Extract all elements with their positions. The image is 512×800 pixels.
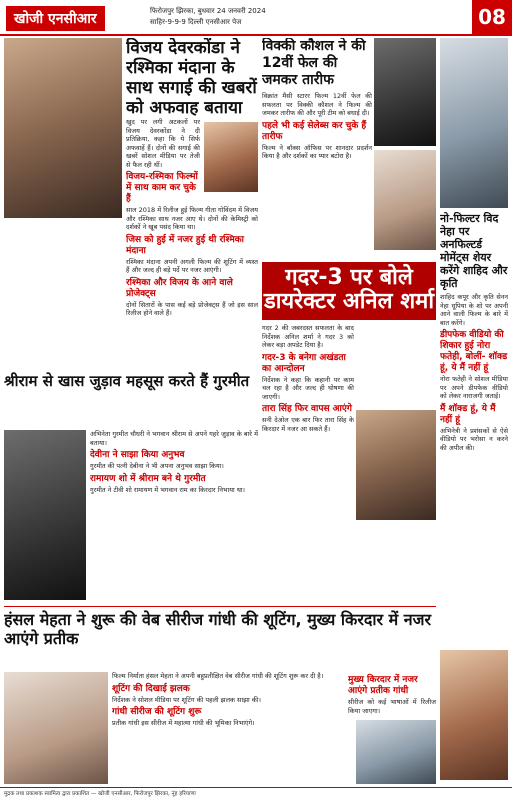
gurmeet-body-1: गुरमीत की पत्नी देबीना ने भी अपना अनुभव साझा किया। bbox=[90, 462, 224, 470]
gadar-body-1: निर्देशक ने कहा कि कहानी पर काम चल रहा है और जल्द ही घोषणा की जाएगी। bbox=[262, 375, 354, 401]
vicky-headline: विक्की कौशल ने की 12वीं फेल की जमकर तारीफ bbox=[262, 38, 366, 88]
anil-sharma-photo bbox=[356, 410, 436, 520]
story-gurmeet bbox=[4, 372, 258, 422]
brand-name: खोजी एनसीआर bbox=[6, 6, 105, 31]
story-hansal-headline bbox=[4, 610, 436, 668]
hansal-body-3: सीरीज को कई भाषाओं में रिलीज किया जाएगा। bbox=[348, 698, 436, 715]
gadar-sub-2: तारा सिंह फिर वापस आएंगे bbox=[262, 404, 352, 414]
hansal-sub-3: मुख्य किरदार में नजर आएंगे प्रतीक गांधी bbox=[348, 675, 418, 696]
vijay-photo bbox=[4, 38, 122, 218]
gurmeet-body: अभिनेता गुरमीत चौधरी ने भगवान श्रीराम से अपने गहरे जुड़ाव के बारे में बताया। bbox=[90, 430, 258, 447]
dateline-primary: फिरोजपुर झिरका, बुधवार 24 जनवरी 2024 bbox=[150, 7, 266, 15]
gurmeet-body-2: गुरमीत ने टीवी शो रामायण में भगवान राम का किरदार निभाया था। bbox=[90, 485, 246, 494]
shahid-body: शाहिद कपूर और कृति सेनन नेहा धूपिया के शो पर अपनी आने वाली फिल्म के बारे में बात करेंगे। bbox=[440, 293, 508, 327]
gadar-headline: गदर-3 पर बोले डायरेक्टर अनिल शर्मा bbox=[262, 262, 436, 320]
hansal-sub-1: शूटिंग की दिखाई झलक bbox=[112, 683, 190, 694]
vijay-body-1: साल 2018 में रिलीज हुई फिल्म गीता गोविंदम में विजय और रश्मिका साथ नजर आए थे। दोनों की केमिस्ट्री को दर्शकों ने खूब पसंद किया था। bbox=[126, 206, 258, 231]
story-hansal bbox=[112, 672, 344, 784]
vijay-body-3: दोनों सितारों के पास कई बड़े प्रोजेक्ट्स हैं जो इस साल रिलीज होने वाले हैं। bbox=[126, 300, 258, 317]
page-number: 08 bbox=[472, 0, 512, 34]
gurmeet-sub-2: रामायण शो में श्रीराम बने थे गुरमीत bbox=[90, 473, 206, 484]
vijay-sub-3: रश्मिका और विजय के आने वाले प्रोजेक्ट्स bbox=[126, 277, 233, 299]
vijay-body: खुद पर लगी अटकलों पर विजय देवरकोंडा ने दी प्रतिक्रिया, कहा कि ये सिर्फ अफवाहें हैं। दोनों की सगाई की खबरें सोशल मीडिया पर तेजी से फैल रही थीं। bbox=[126, 118, 200, 169]
vicky-sub-1: पहले भी कई सेलेब्स कर चुके हैं तारीफ bbox=[262, 120, 367, 142]
hansal-photo bbox=[4, 672, 108, 784]
vijay-sub-1: विजय-रश्मिका फिल्मों में साथ काम कर चुके हैं bbox=[126, 172, 198, 204]
vicky-photo-2 bbox=[374, 150, 436, 250]
story-vijay bbox=[126, 38, 258, 370]
hansal-body: फिल्म निर्माता हंसल मेहता ने अपनी बहुप्रतीक्षित वेब सीरीज गांधी की शूटिंग शुरू कर दी है। bbox=[112, 672, 324, 680]
dateline bbox=[150, 6, 266, 28]
nora-headline: डीपफेक वीडियो की शिकार हुई नोरा फतेही, बोलीं- शॉक्ड हूं, ये मैं नहीं हूं bbox=[440, 330, 508, 373]
shahid-kriti-photo bbox=[440, 38, 508, 208]
story-gadar bbox=[262, 324, 354, 614]
vicky-body: विक्रांत मैसी स्टारर फिल्म 12वीं फेल की सफलता पर विक्की कौशल ने फिल्म की जमकर तारीफ की और पूरी टीम को बधाई दी। bbox=[262, 92, 372, 117]
gadar-sub-1: गदर-3 के बनेगा अखंडता का आन्दोलन bbox=[262, 352, 346, 374]
vijay-body-2: रश्मिका मंदाना अपनी अगली फिल्म की शूटिंग में व्यस्त हैं और जल्द ही बड़े पर्दे पर नजर आएंगी। bbox=[126, 257, 258, 274]
hansal-sub-2: गांधी सीरीज की शूटिंग शुरू bbox=[112, 707, 202, 717]
gadar-body: गदर 2 की जबरदस्त सफलता के बाद निर्देशक अनिल शर्मा ने गदर 3 को लेकर बड़ा अपडेट दिया है। bbox=[262, 324, 354, 349]
story-vicky bbox=[262, 38, 372, 258]
gurmeet-photo bbox=[4, 430, 86, 600]
imprint-footer: मुद्रक तथा प्रकाशक स्वामित्व द्वारा प्रकाशित — खोजी एनसीआर, फिरोजपुर झिरका, नूंह हरियाणा bbox=[0, 787, 512, 800]
nora-body: नोरा फतेही ने सोशल मीडिया पर अपने डीपफेक वीडियो को लेकर नाराजगी जताई। bbox=[440, 375, 508, 400]
story-shahid bbox=[440, 212, 508, 642]
shahid-headline: नो-फिल्टर विद नेहा पर अनफिल्टर्ड मोमेंट्स शेयर करेंगे शाहिद और कृति bbox=[440, 212, 508, 290]
gadar-body-2: सनी देओल एक बार फिर तारा सिंह के किरदार में नजर आ सकते हैं। bbox=[262, 416, 354, 433]
masthead bbox=[0, 0, 512, 36]
vijay-sub-2: जिस को हुई में नजर हुई थी रश्मिका मंदाना bbox=[126, 234, 244, 256]
vicky-photo bbox=[374, 38, 436, 146]
nora-sub: मैं शॉक्ड हूं, ये मैं नहीं हूं bbox=[440, 403, 496, 425]
hansal-body-1: निर्देशक ने सोशल मीडिया पर शूटिंग की पहली झलक साझा की। bbox=[112, 695, 261, 704]
hansal-headline: हंसल मेहता ने शुरू की वेब सीरीज गांधी की शूटिंग, मुख्य किरदार में नजर आएंगे प्रतीक bbox=[4, 610, 432, 648]
dateline-secondary: साहिर-9-9-9 दिल्ली एनसीआर पेज bbox=[150, 18, 242, 26]
vicky-body-1: फिल्म ने बॉक्स ऑफिस पर शानदार प्रदर्शन किया है और दर्शकों का प्यार बटोरा है। bbox=[262, 143, 372, 160]
section-divider bbox=[4, 606, 436, 607]
rashmika-photo bbox=[204, 122, 258, 192]
pratik-photo bbox=[356, 720, 436, 784]
gurmeet-sub-1: देवीना ने साझा किया अनुभव bbox=[90, 450, 185, 460]
gurmeet-body-block bbox=[90, 430, 258, 602]
gurmeet-headline: श्रीराम से खास जुड़ाव महसूस करते हैं गुरमीत bbox=[4, 372, 250, 390]
nora-body-2: अभिनेत्री ने प्रशंसकों से ऐसे वीडियो पर भरोसा न करने की अपील की। bbox=[440, 426, 508, 452]
nora-photo bbox=[440, 650, 508, 780]
hansal-body-2: प्रतीक गांधी इस सीरीज में महात्मा गांधी की भूमिका निभाएंगे। bbox=[112, 719, 255, 727]
vijay-headline: विजय देवरकोंडा ने रश्मिका मंदाना के साथ सगाई की खबरों को अफवाह बताया bbox=[126, 38, 257, 118]
